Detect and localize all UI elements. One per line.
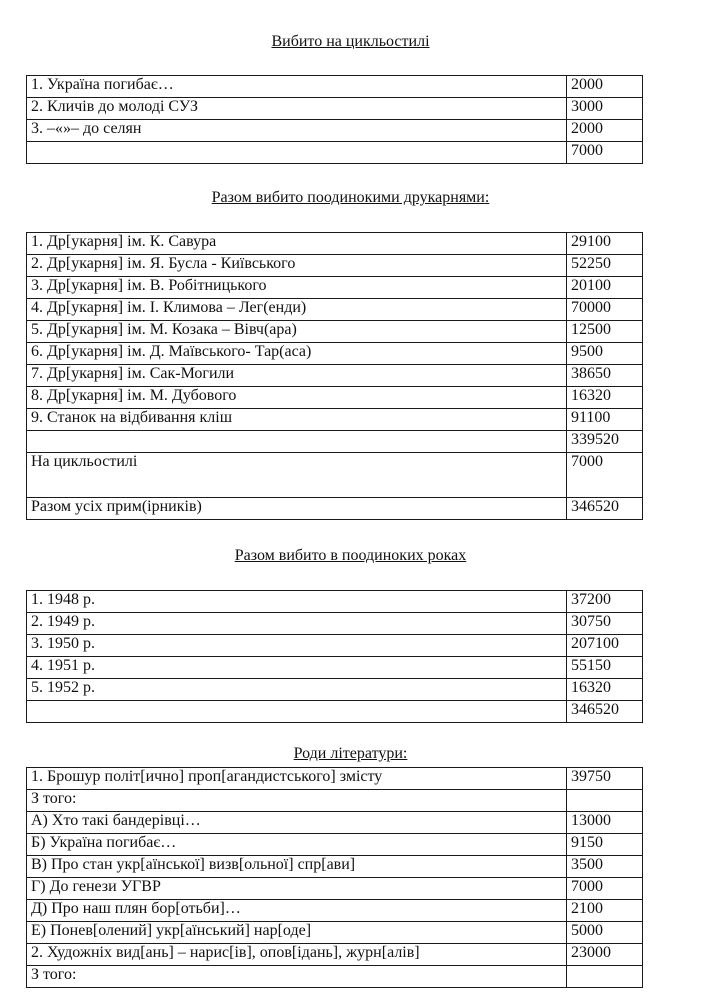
row-value: 9500 bbox=[567, 343, 643, 365]
table-row bbox=[27, 856, 643, 878]
row-label: 1. Др[укарня] ім. К. Савура bbox=[27, 233, 567, 255]
row-label: 1. 1948 р. bbox=[27, 591, 567, 613]
row-value: 29100 bbox=[567, 233, 643, 255]
row-value: 37200 bbox=[567, 591, 643, 613]
row-label: Е) Понев[олений] укр[аїнський] нар[оде] bbox=[27, 922, 567, 944]
section-title-literature: Роди літератури: bbox=[293, 745, 408, 762]
table-row bbox=[27, 255, 643, 277]
table-row bbox=[27, 966, 643, 988]
row-value: 39750 bbox=[567, 768, 643, 790]
row-label: А) Хто такі бандерівці… bbox=[27, 812, 567, 834]
years-table bbox=[26, 590, 643, 723]
row-value: 207100 bbox=[567, 635, 643, 657]
row-value: 91100 bbox=[567, 409, 643, 431]
row-value: 20100 bbox=[567, 277, 643, 299]
section-title-years: Разом вибито в поодиноких роках bbox=[234, 547, 467, 564]
row-value: 9150 bbox=[567, 834, 643, 856]
printshops-table bbox=[26, 232, 643, 520]
table-row bbox=[27, 277, 643, 299]
table-row bbox=[27, 834, 643, 856]
row-value: 5000 bbox=[567, 922, 643, 944]
row-label: 5. 1952 р. bbox=[27, 679, 567, 701]
row-label: 5. Др[укарня] ім. М. Козака – Вівч(ара) bbox=[27, 321, 567, 343]
row-value bbox=[567, 790, 643, 812]
row-label: 3. Др[укарня] ім. В. Робітницького bbox=[27, 277, 567, 299]
row-label: Разом усіх прим(ірників) bbox=[27, 498, 567, 520]
row-value: 346520 bbox=[567, 498, 643, 520]
table-row-cyclostyle bbox=[27, 453, 643, 498]
table-row bbox=[27, 613, 643, 635]
row-value: 2000 bbox=[567, 120, 643, 142]
row-value: 339520 bbox=[567, 431, 643, 453]
table-row-subtotal bbox=[27, 431, 643, 453]
row-label: На цикльостилі bbox=[27, 453, 567, 498]
row-value: 3500 bbox=[567, 856, 643, 878]
row-value: 12500 bbox=[567, 321, 643, 343]
table-row-grand-total bbox=[27, 498, 643, 520]
table-row bbox=[27, 409, 643, 431]
row-label: З того: bbox=[27, 966, 567, 988]
row-label: Г) До генези УГВР bbox=[27, 878, 567, 900]
row-value: 16320 bbox=[567, 679, 643, 701]
table-row bbox=[27, 790, 643, 812]
row-value: 55150 bbox=[567, 657, 643, 679]
row-value: 7000 bbox=[567, 453, 643, 498]
row-label: 9. Станок на відбивання кліш bbox=[27, 409, 567, 431]
row-value: 3000 bbox=[567, 98, 643, 120]
table-row bbox=[27, 812, 643, 834]
row-value: 2000 bbox=[567, 76, 643, 98]
row-label: В) Про стан укр[аїнської] визв[ольної] спр[ави] bbox=[27, 856, 567, 878]
table-row bbox=[27, 120, 643, 142]
table-row bbox=[27, 591, 643, 613]
table-row bbox=[27, 900, 643, 922]
row-value: 30750 bbox=[567, 613, 643, 635]
row-label bbox=[27, 701, 567, 723]
row-value: 38650 bbox=[567, 365, 643, 387]
table-row bbox=[27, 768, 643, 790]
table-row bbox=[27, 679, 643, 701]
row-label: Д) Про наш плян бор[отьби]… bbox=[27, 900, 567, 922]
row-label: 3. 1950 р. bbox=[27, 635, 567, 657]
row-label: 8. Др[укарня] ім. М. Дубового bbox=[27, 387, 567, 409]
table-row bbox=[27, 387, 643, 409]
table-row bbox=[27, 365, 643, 387]
row-value: 2100 bbox=[567, 900, 643, 922]
table-row bbox=[27, 343, 643, 365]
row-label: 2. Художніх вид[ань] – нарис[ів], опов[ідань], журн[алів] bbox=[27, 944, 567, 966]
row-value: 7000 bbox=[567, 142, 643, 164]
row-value: 13000 bbox=[567, 812, 643, 834]
row-label bbox=[27, 431, 567, 453]
row-label: 7. Др[укарня] ім. Сак-Могили bbox=[27, 365, 567, 387]
table-row bbox=[27, 657, 643, 679]
row-value: 346520 bbox=[567, 701, 643, 723]
table-row bbox=[27, 76, 643, 98]
row-value: 16320 bbox=[567, 387, 643, 409]
row-label bbox=[27, 142, 567, 164]
table-row bbox=[27, 299, 643, 321]
row-value bbox=[567, 966, 643, 988]
table-row-total bbox=[27, 701, 643, 723]
table-row bbox=[27, 878, 643, 900]
row-value: 52250 bbox=[567, 255, 643, 277]
table-row bbox=[27, 98, 643, 120]
row-label: 4. Др[укарня] ім. І. Климова – Лег(енди) bbox=[27, 299, 567, 321]
row-label: 6. Др[укарня] ім. Д. Маївського- Тар(аса) bbox=[27, 343, 567, 365]
table-row bbox=[27, 635, 643, 657]
row-label: 4. 1951 р. bbox=[27, 657, 567, 679]
table-row bbox=[27, 233, 643, 255]
row-value: 70000 bbox=[567, 299, 643, 321]
literature-table bbox=[26, 767, 643, 988]
row-label: 2. 1949 р. bbox=[27, 613, 567, 635]
row-label: 1. Україна погибає… bbox=[27, 76, 567, 98]
row-label: 3. –«»– до селян bbox=[27, 120, 567, 142]
row-label: Б) Україна погибає… bbox=[27, 834, 567, 856]
section-title-printshops: Разом вибито поодинокими друкарнями: bbox=[211, 189, 490, 206]
table-row bbox=[27, 321, 643, 343]
table-row bbox=[27, 922, 643, 944]
row-value: 7000 bbox=[567, 878, 643, 900]
table-row bbox=[27, 944, 643, 966]
section-title-cyclostyle: Вибито на цикльостилі bbox=[271, 33, 430, 50]
table-row-total bbox=[27, 142, 643, 164]
row-value: 23000 bbox=[567, 944, 643, 966]
row-label: 2. Кличів до молоді СУЗ bbox=[27, 98, 567, 120]
row-label: З того: bbox=[27, 790, 567, 812]
row-label: 2. Др[укарня] ім. Я. Бусла - Київського bbox=[27, 255, 567, 277]
row-label: 1. Брошур політ[ично] проп[агандистського] змісту bbox=[27, 768, 567, 790]
cyclostyle-table bbox=[26, 75, 643, 164]
